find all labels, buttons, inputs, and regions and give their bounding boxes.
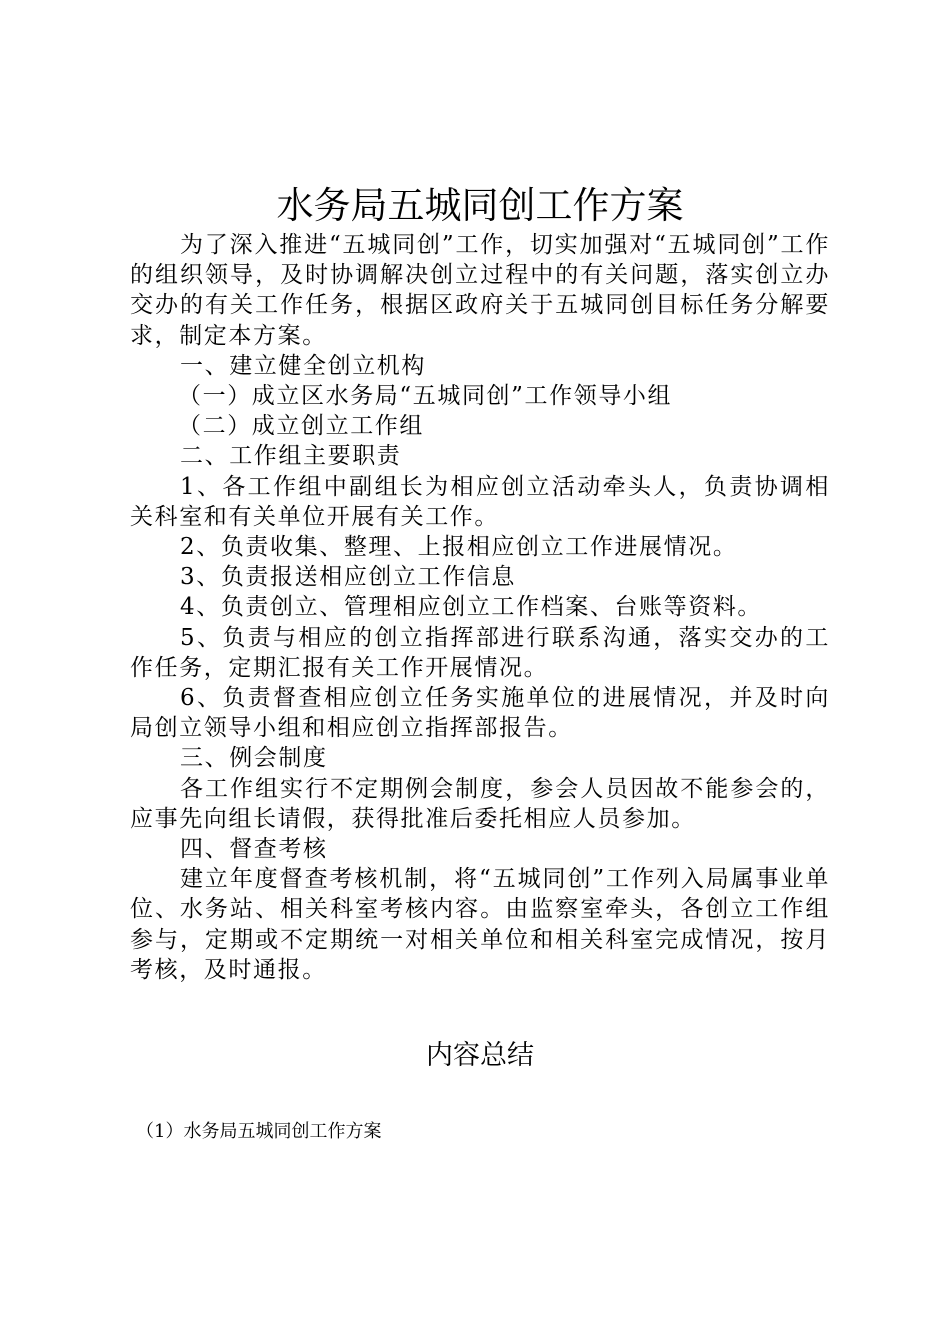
- duty-item-3: 3、负责报送相应创立工作信息: [180, 564, 517, 591]
- subsection-1-1: （一）成立区水务局“五城同创”工作领导小组: [178, 383, 673, 410]
- duty-item-2: 2、负责收集、整理、上报相应创立工作进展情况。: [180, 534, 738, 561]
- duty-item-6: 6、负责督查相应创立任务实施单位的进展情况，并及时向局创立领导小组和相应创立指挥部报告。: [130, 685, 830, 742]
- document-body: [130, 230, 830, 985]
- section-heading-1: 一、建立健全创立机构: [180, 352, 426, 379]
- duty-item-1: 1、各工作组中副组长为相应创立活动牵头人，负责协调相关科室和有关单位开展有关工作。: [130, 473, 830, 530]
- summary-title: 内容总结: [426, 1040, 534, 1071]
- assessment-paragraph: 建立年度督查考核机制，将“五城同创”工作列入局属事业单位、水务站、相关科室考核内容。由监察室牵头，各创立工作组参与，定期或不定期统一对相关单位和相关科室完成情况，按月考核，及时通报。: [130, 866, 830, 983]
- duty-item-4: 4、负责创立、管理相应创立工作档案、台账等资料。: [180, 594, 763, 621]
- summary-item: （1）水务局五城同创工作方案: [136, 1121, 382, 1142]
- meeting-paragraph: 各工作组实行不定期例会制度，参会人员因故不能参会的，应事先向组长请假，获得批准后委托相应人员参加。: [130, 775, 830, 832]
- section-heading-4: 四、督查考核: [180, 836, 328, 863]
- section-heading-2: 二、工作组主要职责: [180, 443, 402, 470]
- duty-item-5: 5、负责与相应的创立指挥部进行联系沟通，落实交办的工作任务，定期汇报有关工作开展情况。: [130, 624, 830, 681]
- paragraph-intro: 为了深入推进“五城同创”工作，切实加强对“五城同创”工作的组织领导，及时协调解决创立过程中的有关问题，落实创立办交办的有关工作任务，根据区政府关于五城同创目标任务分解要求，制定本方案。: [130, 232, 830, 349]
- subsection-1-2: （二）成立创立工作组: [178, 413, 424, 440]
- section-heading-3: 三、例会制度: [180, 745, 328, 772]
- document-title: 水务局五城同创工作方案: [276, 184, 684, 227]
